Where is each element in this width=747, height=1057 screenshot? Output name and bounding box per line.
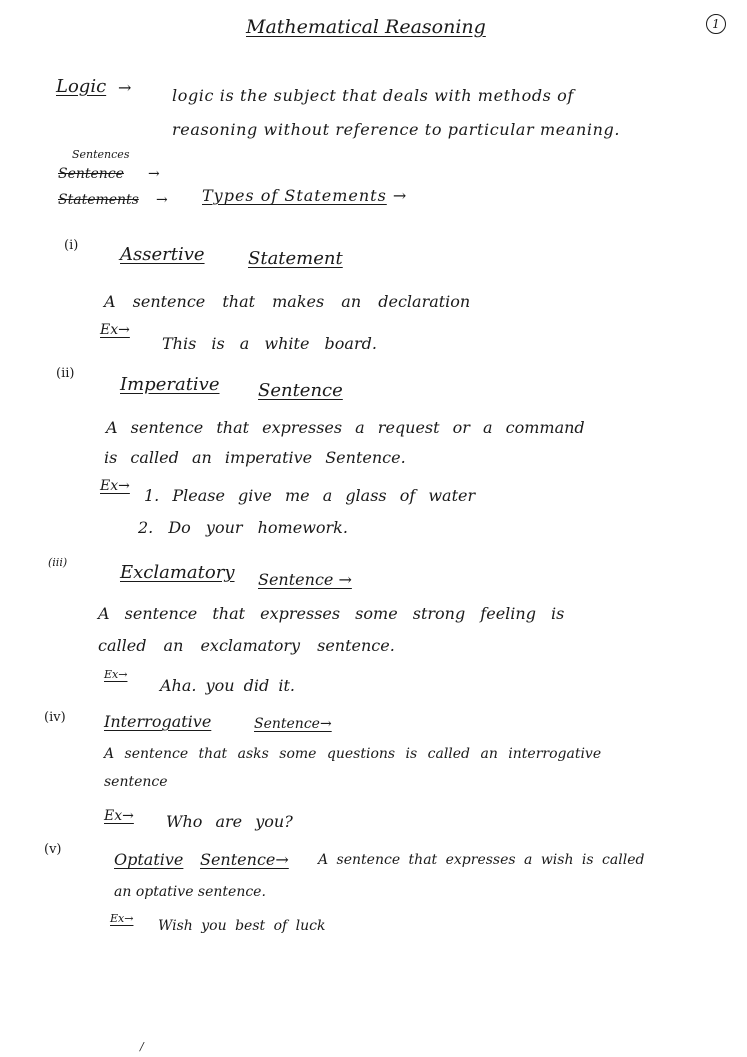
assertive-line1: A sentence that makes an declaration [104, 292, 471, 311]
logic-term: Logic [56, 76, 107, 97]
assertive-example: This is a white board. [162, 334, 377, 353]
exclamatory-heading-b: Sentence → [258, 570, 352, 589]
struck-sentence: Sentence [58, 166, 124, 182]
imperative-line2: is called an imperative Sentence. [104, 448, 406, 467]
interrogative-line2: sentence [104, 774, 168, 790]
exclamatory-example: Aha. you did it. [160, 676, 295, 695]
footer-mark: / [140, 1040, 144, 1053]
exclamatory-ex-label: Ex→ [104, 668, 128, 681]
logic-definition-line1: logic is the subject that deals with methods of [172, 86, 574, 105]
numeral-ii: (ii) [56, 366, 75, 381]
numeral-iii: (iii) [48, 556, 68, 569]
types-heading [202, 186, 407, 205]
optative-heading-a: Optative [114, 850, 184, 869]
optative-heading-b: Sentence→ [200, 850, 289, 869]
interrogative-example: Who are you? [166, 812, 293, 831]
types-arrow: → [392, 186, 408, 205]
struck-statements: Statements [58, 192, 139, 208]
logic-definition-line2: reasoning without reference to particular meaning. [172, 120, 621, 139]
imperative-line1: A sentence that expresses a request or a command [106, 418, 585, 437]
numeral-v: (v) [44, 842, 62, 857]
imperative-heading-b: Sentence [258, 380, 343, 401]
page-number: 1 [706, 14, 726, 34]
logic-arrow: → [118, 78, 132, 97]
page-title-a [246, 16, 486, 38]
imperative-example2: 2. Do your homework. [138, 518, 348, 537]
optative-ex-label: Ex→ [110, 912, 134, 925]
interrogative-heading-b: Sentence→ [254, 716, 332, 732]
margin-arrow-2: → [156, 192, 168, 208]
optative-line2: an optative sentence. [114, 884, 266, 900]
assertive-heading-a: Assertive [120, 244, 205, 265]
numeral-i: (i) [64, 238, 79, 253]
imperative-ex-label: Ex→ [100, 478, 130, 494]
optative-line1: A sentence that expresses a wish is called [318, 852, 645, 868]
sentences-note: Sentences [72, 148, 130, 161]
assertive-heading-b: Statement [248, 248, 343, 269]
imperative-heading-a: Imperative [120, 374, 220, 395]
page-title: Mathematical Reasoning [246, 16, 486, 38]
numeral-iv: (iv) [44, 710, 66, 725]
interrogative-ex-label: Ex→ [104, 808, 134, 824]
exclamatory-line1: A sentence that expresses some strong feeling is [98, 604, 565, 623]
optative-example: Wish you best of luck [158, 918, 326, 934]
exclamatory-heading-a: Exclamatory [120, 562, 235, 583]
interrogative-line1: A sentence that asks some questions is called an interrogative [104, 746, 602, 762]
exclamatory-line2: called an exclamatory sentence. [98, 636, 395, 655]
assertive-ex-label: Ex→ [100, 322, 130, 338]
margin-arrow-1: → [148, 166, 160, 182]
types-heading-text: Types of Statements [202, 186, 387, 205]
interrogative-heading-a: Interrogative [104, 712, 212, 731]
imperative-example1: 1. Please give me a glass of water [144, 486, 476, 505]
